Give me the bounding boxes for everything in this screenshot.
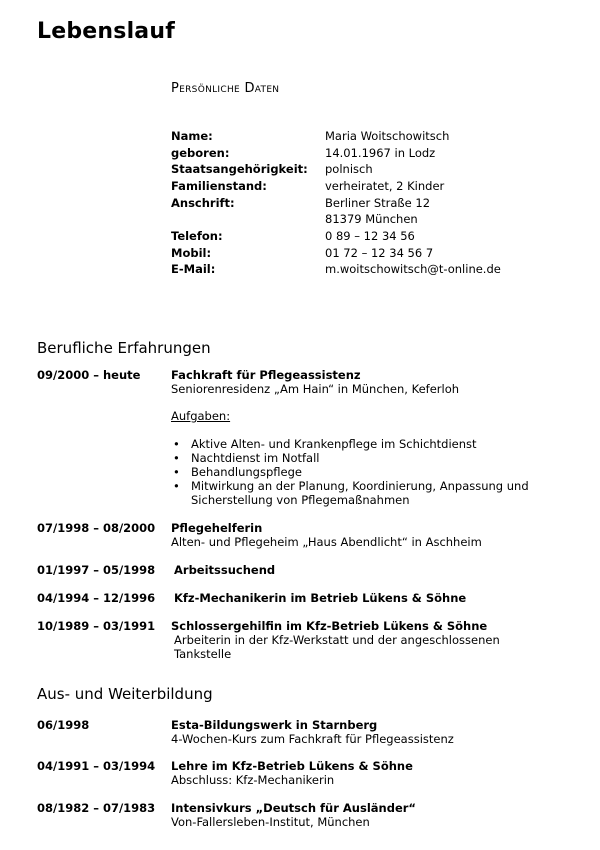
- list-item: • Behandlungspflege: [173, 465, 302, 479]
- entry-date: 08/1982 – 07/1983: [37, 801, 156, 815]
- tasks-list: [171, 437, 529, 507]
- personal-value: 81379 München: [325, 212, 418, 226]
- tasks-label: Aufgaben:: [171, 409, 231, 423]
- entry-subtitle: Von-Fallersleben-Institut, München: [171, 815, 370, 829]
- entry-title: Fachkraft für Pflegeassistenz: [171, 368, 361, 382]
- personal-label: Telefon:: [171, 229, 223, 243]
- personal-value: 14.01.1967 in Lodz: [325, 146, 436, 160]
- entry-date: 09/2000 – heute: [37, 368, 141, 382]
- education-heading: Aus- und Weiterbildung: [37, 685, 213, 703]
- list-item: • Nachtdienst im Notfall: [173, 451, 320, 465]
- list-item: Sicherstellung von Pflegemaßnahmen: [191, 493, 410, 507]
- entry-subtitle: Seniorenresidenz „Am Hain“ in München, Keferloh: [171, 382, 460, 396]
- entry-subtitle: 4-Wochen-Kurs zum Fachkraft für Pflegeassistenz: [171, 732, 454, 746]
- entry-date: 04/1994 – 12/1996: [37, 591, 156, 605]
- personal-label: Mobil:: [171, 246, 212, 260]
- personal-value: polnisch: [325, 162, 373, 176]
- entry-subtitle: Alten- und Pflegeheim „Haus Abendlicht“ in Aschheim: [171, 535, 482, 549]
- personal-label: E-Mail:: [171, 262, 216, 276]
- entry-title: Intensivkurs „Deutsch für Ausländer“: [171, 801, 416, 815]
- entry-title: Pflegehelferin: [171, 521, 263, 535]
- entry-date: 07/1998 – 08/2000: [37, 521, 156, 535]
- entry-date: 06/1998: [37, 718, 90, 732]
- bullet-icon: •: [173, 437, 180, 451]
- bullet-icon: •: [173, 465, 180, 479]
- entry-title: Lehre im Kfz-Betrieb Lükens & Söhne: [171, 759, 413, 773]
- document-title: Lebenslauf: [37, 19, 175, 44]
- entry-subtitle: Tankstelle: [174, 647, 232, 661]
- entry-title: Esta-Bildungswerk in Starnberg: [171, 718, 378, 732]
- entry-date: 10/1989 – 03/1991: [37, 619, 156, 633]
- personal-value: m.woitschowitsch@t-online.de: [325, 262, 501, 276]
- personal-label: geboren:: [171, 146, 230, 160]
- entry-title: Arbeitssuchend: [174, 563, 276, 577]
- personal-label: Anschrift:: [171, 196, 235, 210]
- entry-date: 01/1997 – 05/1998: [37, 563, 156, 577]
- list-item: • Aktive Alten- und Krankenpflege im Schichtdienst: [173, 437, 477, 451]
- entry-subtitle: Arbeiterin in der Kfz-Werkstatt und der angeschlossenen: [174, 633, 500, 647]
- entry-title: Schlossergehilfin im Kfz-Betrieb Lükens & Söhne: [171, 619, 488, 633]
- personal-label: Staatsangehörigkeit:: [171, 162, 308, 176]
- entry-title: Kfz-Mechanikerin im Betrieb Lükens & Söhne: [174, 591, 467, 605]
- personal-value: Maria Woitschowitsch: [325, 129, 450, 143]
- personal-value: Berliner Straße 12: [325, 196, 431, 210]
- personal-label: Name:: [171, 129, 213, 143]
- bullet-icon: •: [173, 451, 180, 465]
- personal-value: 0 89 – 12 34 56: [325, 229, 415, 243]
- entry-date: 04/1991 – 03/1994: [37, 759, 156, 773]
- personal-value: 01 72 – 12 34 56 7: [325, 246, 434, 260]
- experience-heading: Berufliche Erfahrungen: [37, 339, 211, 357]
- personal-value: verheiratet, 2 Kinder: [325, 179, 445, 193]
- personal-label: Familienstand:: [171, 179, 267, 193]
- bullet-icon: •: [173, 479, 180, 493]
- personal-data-heading-text: Persönliche Daten: [171, 81, 280, 96]
- list-item: • Mitwirkung an der Planung, Koordinierung, Anpassung und: [173, 479, 529, 493]
- entry-subtitle: Abschluss: Kfz-Mechanikerin: [171, 773, 335, 787]
- personal-data-heading: [171, 81, 279, 96]
